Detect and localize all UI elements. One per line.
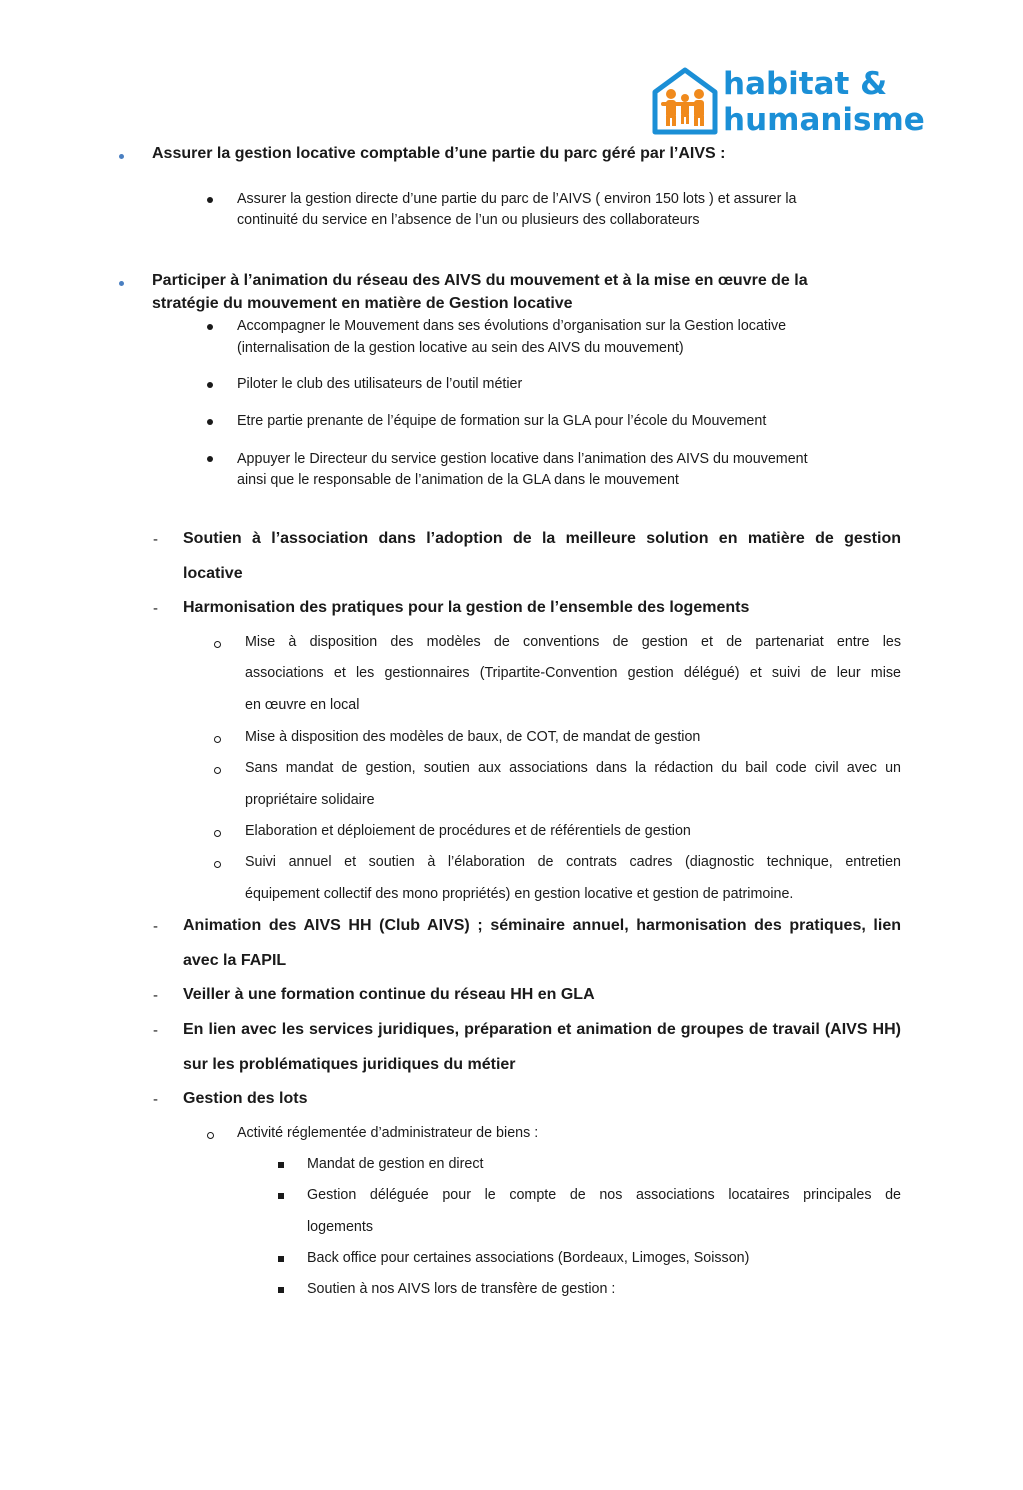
sub-sub-item-line: Soutien à nos AIVS lors de transfère de gestion : bbox=[307, 1281, 616, 1297]
dash-bullet: - bbox=[153, 918, 158, 935]
dash-bullet: - bbox=[153, 1091, 158, 1108]
dash-item-line: locative bbox=[183, 565, 243, 582]
dash-item-line: Harmonisation des pratiques pour la gestion de l’ensemble des logements bbox=[183, 599, 750, 616]
circle-bullet bbox=[214, 641, 221, 648]
sub-sub-item-line: logements bbox=[307, 1219, 373, 1235]
sub-sub-item-line: Mandat de gestion en direct bbox=[307, 1156, 484, 1172]
list-item-line: Assurer la gestion directe d’une partie du parc de l’AIVS ( environ 150 lots ) et assurer la bbox=[237, 191, 797, 207]
bullet bbox=[207, 197, 213, 203]
dash-bullet: - bbox=[153, 531, 158, 548]
bullet bbox=[207, 324, 213, 330]
sub-item-line: Mise à disposition des modèles de conventions de gestion et de partenariat entre les bbox=[245, 634, 901, 650]
section2-title-line1: Participer à l’animation du réseau des AIVS du mouvement et à la mise en œuvre de la bbox=[152, 272, 808, 289]
circle-bullet bbox=[214, 736, 221, 743]
bullet bbox=[207, 382, 213, 388]
list-item-line: Accompagner le Mouvement dans ses évolutions d’organisation sur la Gestion locative bbox=[237, 318, 787, 334]
square-bullet bbox=[278, 1193, 284, 1199]
sub-item-line: Elaboration et déploiement de procédures et de référentiels de gestion bbox=[245, 823, 691, 839]
habitat-humanisme-logo bbox=[651, 64, 925, 140]
sub-item-line: en œuvre en local bbox=[245, 697, 360, 713]
bullet bbox=[207, 419, 213, 425]
bullet bbox=[207, 456, 213, 462]
sub-item-line: équipement collectif des mono propriétés) en gestion locative et gestion de patrimoine. bbox=[245, 886, 794, 902]
dash-bullet: - bbox=[153, 987, 158, 1004]
square-bullet bbox=[278, 1162, 284, 1168]
sub-sub-item-line: Back office pour certaines associations (Bordeaux, Limoges, Soisson) bbox=[307, 1250, 750, 1266]
dash-item-line: Soutien à l’association dans l’adoption de la meilleure solution en matière de gestion bbox=[183, 530, 901, 547]
list-item-line: Piloter le club des utilisateurs de l’outil métier bbox=[237, 376, 523, 392]
section1-title: Assurer la gestion locative comptable d’une partie du parc géré par l’AIVS : bbox=[152, 145, 726, 162]
sub-item-line: Suivi annuel et soutien à l’élaboration de contrats cadres (diagnostic technique, entretien bbox=[245, 854, 901, 870]
dash-item-line: Animation des AIVS HH (Club AIVS) ; séminaire annuel, harmonisation des pratiques, lien bbox=[183, 917, 901, 934]
circle-bullet bbox=[214, 767, 221, 774]
dash-item-line: avec la FAPIL bbox=[183, 952, 287, 969]
sub-item-line: associations et les gestionnaires (Tripartite-Convention gestion délégué) et suivi de leur mise bbox=[245, 665, 901, 681]
circle-bullet bbox=[214, 830, 221, 837]
sub-item-line: propriétaire solidaire bbox=[245, 792, 375, 808]
logo-line2: humanisme bbox=[723, 102, 925, 138]
dash-item-line: Gestion des lots bbox=[183, 1090, 308, 1107]
dash-bullet: - bbox=[153, 600, 158, 617]
logo-line1: habitat & bbox=[723, 66, 888, 102]
square-bullet bbox=[278, 1287, 284, 1293]
dash-item-line: En lien avec les services juridiques, préparation et animation de groupes de travail (AIVS HH) bbox=[183, 1021, 901, 1038]
list-item-line: (internalisation de la gestion locative au sein des AIVS du mouvement) bbox=[237, 340, 684, 356]
sub-sub-item-line: Gestion déléguée pour le compte de nos associations locataires principales de bbox=[307, 1187, 901, 1203]
square-bullet bbox=[278, 1256, 284, 1262]
dash-item-line: Veiller à une formation continue du réseau HH en GLA bbox=[183, 986, 595, 1003]
section2-bullet bbox=[119, 281, 124, 286]
list-item-line: continuité du service en l’absence de l’un ou plusieurs des collaborateurs bbox=[237, 212, 700, 228]
circle-bullet bbox=[214, 861, 221, 868]
sub-item-line: Sans mandat de gestion, soutien aux associations dans la rédaction du bail code civil avec un bbox=[245, 760, 901, 776]
circle-bullet bbox=[207, 1132, 214, 1139]
dash-bullet: - bbox=[153, 1022, 158, 1039]
sub-item-line: Activité réglementée d’administrateur de biens : bbox=[237, 1125, 539, 1141]
section2-title-line2: stratégie du mouvement en matière de Gestion locative bbox=[152, 295, 573, 312]
section1-bullet bbox=[119, 154, 124, 159]
list-item-line: ainsi que le responsable de l’animation de la GLA dans le mouvement bbox=[237, 472, 679, 488]
dash-item-line: sur les problématiques juridiques du métier bbox=[183, 1056, 516, 1073]
sub-item-line: Mise à disposition des modèles de baux, de COT, de mandat de gestion bbox=[245, 729, 701, 745]
list-item-line: Appuyer le Directeur du service gestion locative dans l’animation des AIVS du mouvement bbox=[237, 451, 808, 467]
list-item-line: Etre partie prenante de l’équipe de formation sur la GLA pour l’école du Mouvement bbox=[237, 413, 767, 429]
